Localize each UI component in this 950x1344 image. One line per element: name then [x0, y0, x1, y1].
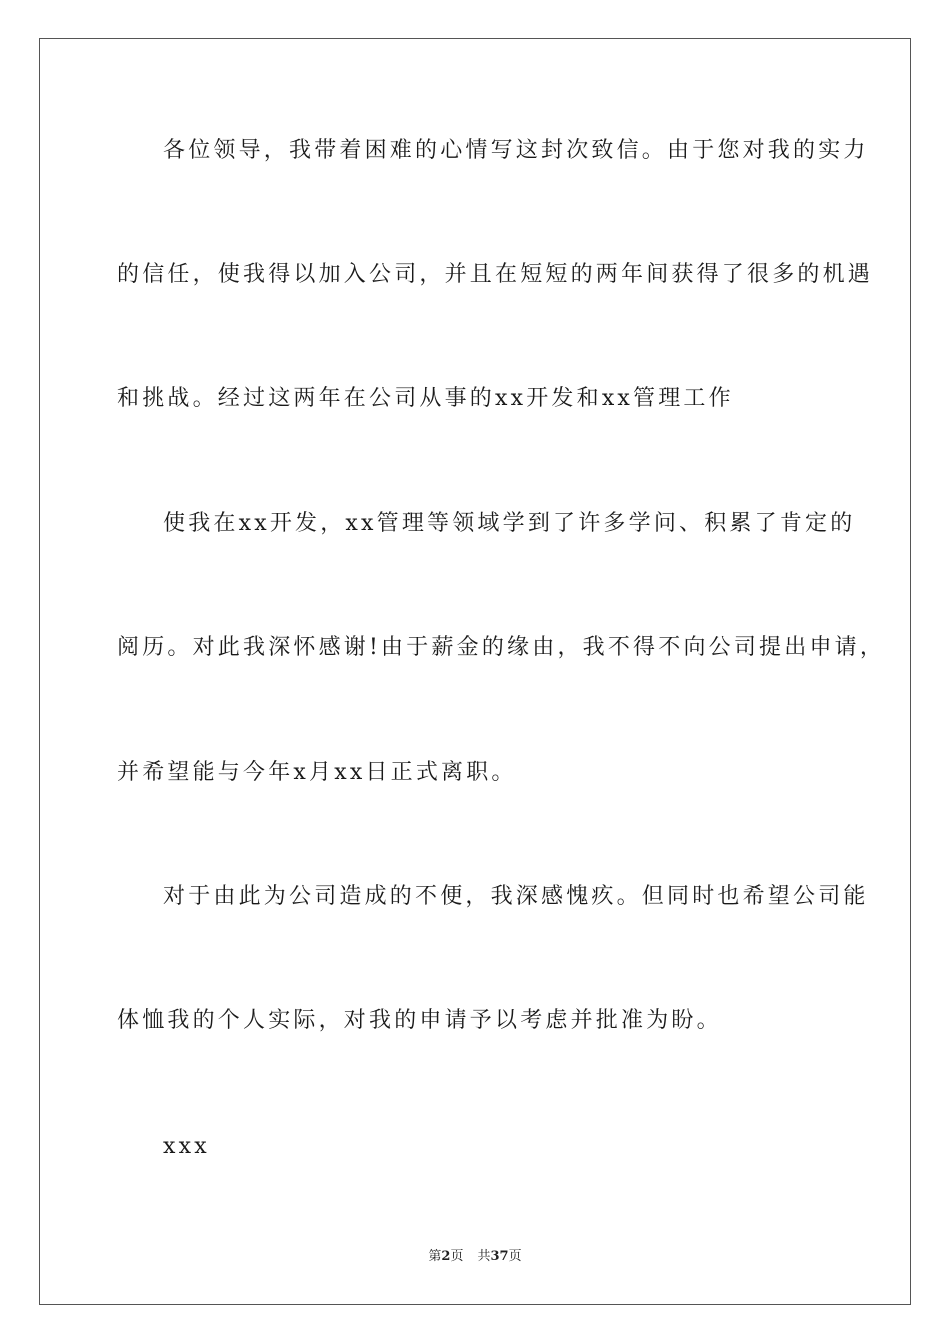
- paragraph-line-1: 各位领导，我带着困难的心情写这封次致信。由于您对我的实力: [163, 138, 869, 163]
- footer-page-prefix: 第: [428, 1249, 442, 1264]
- paragraph-line-5: 阅历。对此我深怀感谢!由于薪金的缘由，我不得不向公司提出申请，: [117, 635, 886, 660]
- page-border: [39, 38, 911, 1305]
- footer-page-suffix: 页: [450, 1249, 464, 1264]
- footer-total-prefix: 共: [477, 1249, 491, 1264]
- paragraph-line-8: 体恤我的个人实际，对我的申请予以考虑并批准为盼。: [117, 1008, 722, 1033]
- page-footer: [0, 1248, 950, 1266]
- footer-page-number: 2: [441, 1249, 451, 1264]
- footer-total-suffix: 页: [508, 1249, 522, 1264]
- signature-line: xxx: [163, 1134, 210, 1159]
- paragraph-line-2: 的信任，使我得以加入公司，并且在短短的两年间获得了很多的机遇: [117, 262, 874, 287]
- paragraph-line-3: 和挑战。经过这两年在公司从事的xx开发和xx管理工作: [117, 386, 734, 411]
- footer-total-pages: 37: [490, 1249, 509, 1264]
- paragraph-line-6: 并希望能与今年x月xx日正式离职。: [117, 760, 517, 785]
- paragraph-line-7: 对于由此为公司造成的不便，我深感愧疚。但同时也希望公司能: [163, 884, 869, 909]
- paragraph-line-4: 使我在xx开发，xx管理等领域学到了许多学问、积累了肯定的: [163, 511, 856, 536]
